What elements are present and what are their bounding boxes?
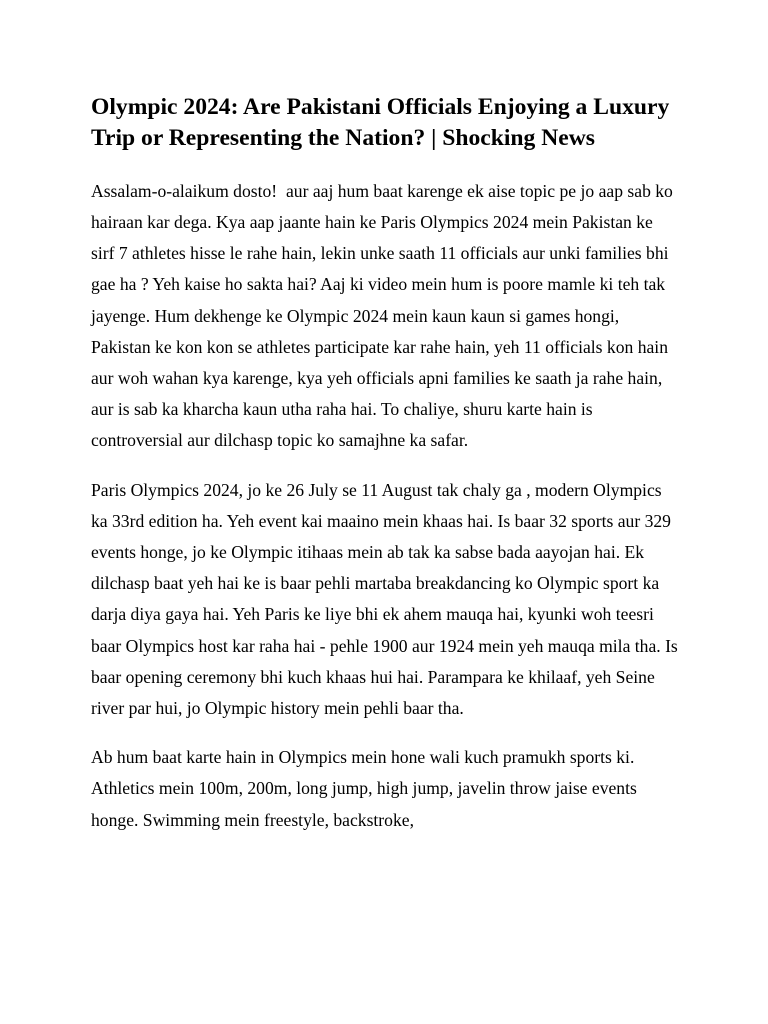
document-title: Olympic 2024: Are Pakistani Officials Enjoying a Luxury Trip or Representing the Nation? | Shocking News [91, 94, 670, 152]
paragraph-intro: Assalam-o-alaikum dosto! aur aaj hum baat karenge ek aise topic pe jo aap sab ko hairaan kar dega. Kya aap jaante hain ke Paris Olympics 2024 mein Pakistan ke sirf 7 athletes hisse le rahe hain, lekin unke saath 11 officials aur unki families bhi gae ha ? Yeh kaise ho sakta hai? Aaj ki video mein hum is poore mamle ki teh tak jayenge. Hum dekhenge ke Olympic 2024 mein kaun kaun si games hongi, Pakistan ke kon kon se athletes participate kar rahe hain, yeh 11 officials kon hain aur woh wahan kya karenge, kya yeh officials apni families ke saath ja rahe hain, aur is sab ka kharcha kaun utha raha hai. To chaliye, shuru karte hain is controversial aur dilchasp topic ko samajhne ka safar. [91, 180, 678, 451]
paragraph-paris-olympics: Paris Olympics 2024, jo ke 26 July se 11 August tak chaly ga , modern Olympics ka 33rd edition ha. Yeh event kai maaino mein khaas hai. Is baar 32 sports aur 329 events honge, jo ke Olympic itihaas mein ab tak ka sabse bada aayojan hai. Ek dilchasp baat yeh hai ke is baar pehli martaba breakdancing ko Olympic sport ka darja diya gaya hai. Yeh Paris ke liye bhi ek ahem mauqa hai, kyunki woh teesri baar Olympics host kar raha hai - pehle 1900 aur 1924 mein yeh mauqa mila tha. Is baar opening ceremony bhi kuch khaas hui hai. Parampara ke khilaaf, yeh Seine river par hui, jo Olympic history mein pehli baar tha. [91, 479, 683, 719]
paragraph-sports: Ab hum baat karte hain in Olympics mein hone wali kuch pramukh sports ki. Athletics mein 100m, 200m, long jump, high jump, javelin throw jaise events honge. Swimming mein freestyle, backstroke, [91, 747, 642, 830]
